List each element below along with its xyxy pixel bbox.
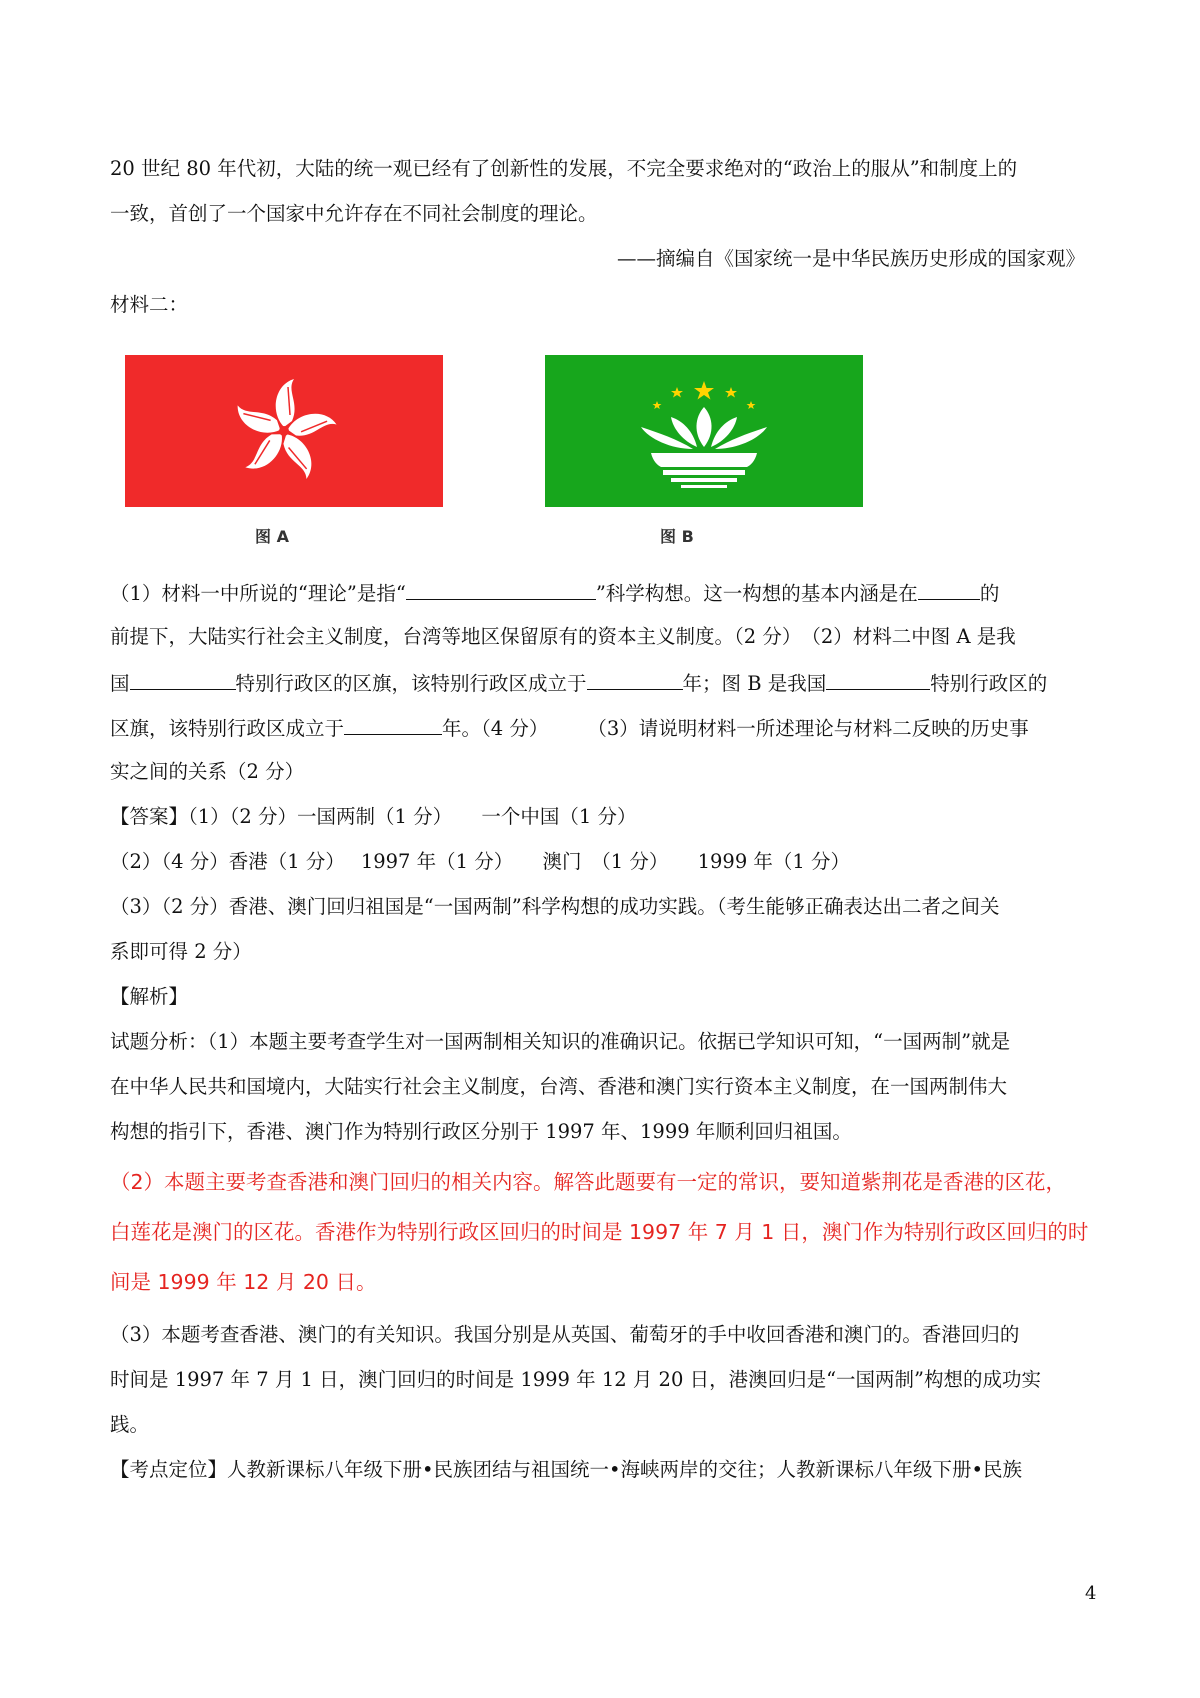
question-1-line (110, 577, 1100, 609)
question-2-line (110, 667, 1100, 699)
analysis-line: （3）本题考查香港、澳门的有关知识。我国分别是从英国、葡萄牙的手中收回香港和澳门的。香港回归的 (110, 1323, 1020, 1346)
answer-blank (344, 712, 442, 735)
question-text: ”科学构想。这一构想的基本内涵是在 (595, 582, 918, 605)
analysis-line: 践。 (110, 1413, 150, 1436)
macau-flag (545, 355, 863, 507)
question-line (110, 712, 1100, 744)
answer-blank (918, 577, 980, 600)
answer-blank (130, 667, 236, 690)
material-label: 材料二： (110, 293, 189, 316)
bauhinia-icon (125, 355, 443, 507)
figure-a-caption: 图 A (255, 527, 289, 546)
answer-blank (826, 667, 930, 690)
hong-kong-flag (125, 355, 443, 507)
answer-line: （2）（4 分）香港（1 分） 1997 年（1 分） 澳门 （1 分） 1999 年（1 分） (110, 850, 851, 873)
question-text: 国 (110, 672, 130, 695)
analysis-line: 构想的指引下，香港、澳门作为特别行政区分别于 1997 年、1999 年顺利回归祖国。 (110, 1120, 852, 1143)
lotus-icon (545, 355, 863, 507)
analysis-highlight-line: 白莲花是澳门的区花。香港作为特别行政区回归的时间是 1997 年 7 月 1 日，澳门作为特别行政区回归的时 (110, 1220, 1089, 1244)
analysis-highlight-line: （2）本题主要考查香港和澳门回归的相关内容。解答此题要有一定的常识，要知道紫荆花是香港的区花， (110, 1170, 1067, 1194)
figure-b-caption: 图 B (660, 527, 694, 546)
question-text: （1）材料一中所说的“理论”是指“ (110, 582, 406, 605)
question-text: 区旗，该特别行政区成立于 (110, 717, 345, 740)
answer-line: 【答案】（1）（2 分）一国两制（1 分） 一个中国（1 分） (110, 805, 637, 828)
kaodian-line: 【考点定位】人教新课标八年级下册•民族团结与祖国统一•海峡两岸的交往；人教新课标八年级下册•民族 (110, 1458, 1023, 1481)
question-line: 实之间的关系（2 分） (110, 760, 305, 783)
paragraph-line: 20 世纪 80 年代初，大陆的统一观已经有了创新性的发展，不完全要求绝对的“政治上的服从”和制度上的 (110, 157, 1018, 180)
question-text: 的 (979, 582, 1000, 605)
analysis-line: 试题分析：（1）本题主要考查学生对一国两制相关知识的准确识记。依据已学知识可知，“一国两制”就是 (110, 1030, 1011, 1053)
answer-blank (406, 577, 596, 600)
paragraph-line: 一致，首创了一个国家中允许存在不同社会制度的理论。 (110, 202, 598, 225)
answer-line: 系即可得 2 分） (110, 940, 252, 963)
question-text: 年。（4 分） （3）请说明材料一所述理论与材料二反映的历史事 (442, 717, 1029, 740)
question-text: 特别行政区的区旗，该特别行政区成立于 (235, 672, 587, 695)
question-text: 年；图 B 是我国 (682, 672, 827, 695)
analysis-header: 【解析】 (110, 985, 189, 1008)
page-number: 4 (1085, 1583, 1097, 1604)
question-line: 前提下，大陆实行社会主义制度，台湾等地区保留原有的资本主义制度。（2 分） （2）材料二中图 A 是我 (110, 625, 1016, 648)
question-text: 特别行政区的 (930, 672, 1048, 695)
analysis-highlight-line: 间是 1999 年 12 月 20 日。 (110, 1270, 377, 1294)
analysis-line: 在中华人民共和国境内，大陆实行社会主义制度，台湾、香港和澳门实行资本主义制度，在一国两制伟大 (110, 1075, 1008, 1098)
answer-line: （3）（2 分）香港、澳门回归祖国是“一国两制”科学构想的成功实践。（考生能够正确表达出二者之间关 (110, 895, 1000, 918)
answer-blank (587, 667, 683, 690)
source-citation: ——摘编自《国家统一是中华民族历史形成的国家观》 (616, 247, 1085, 270)
analysis-line: 时间是 1997 年 7 月 1 日，澳门回归的时间是 1999 年 12 月 20 日，港澳回归是“一国两制”构想的成功实 (110, 1368, 1042, 1391)
